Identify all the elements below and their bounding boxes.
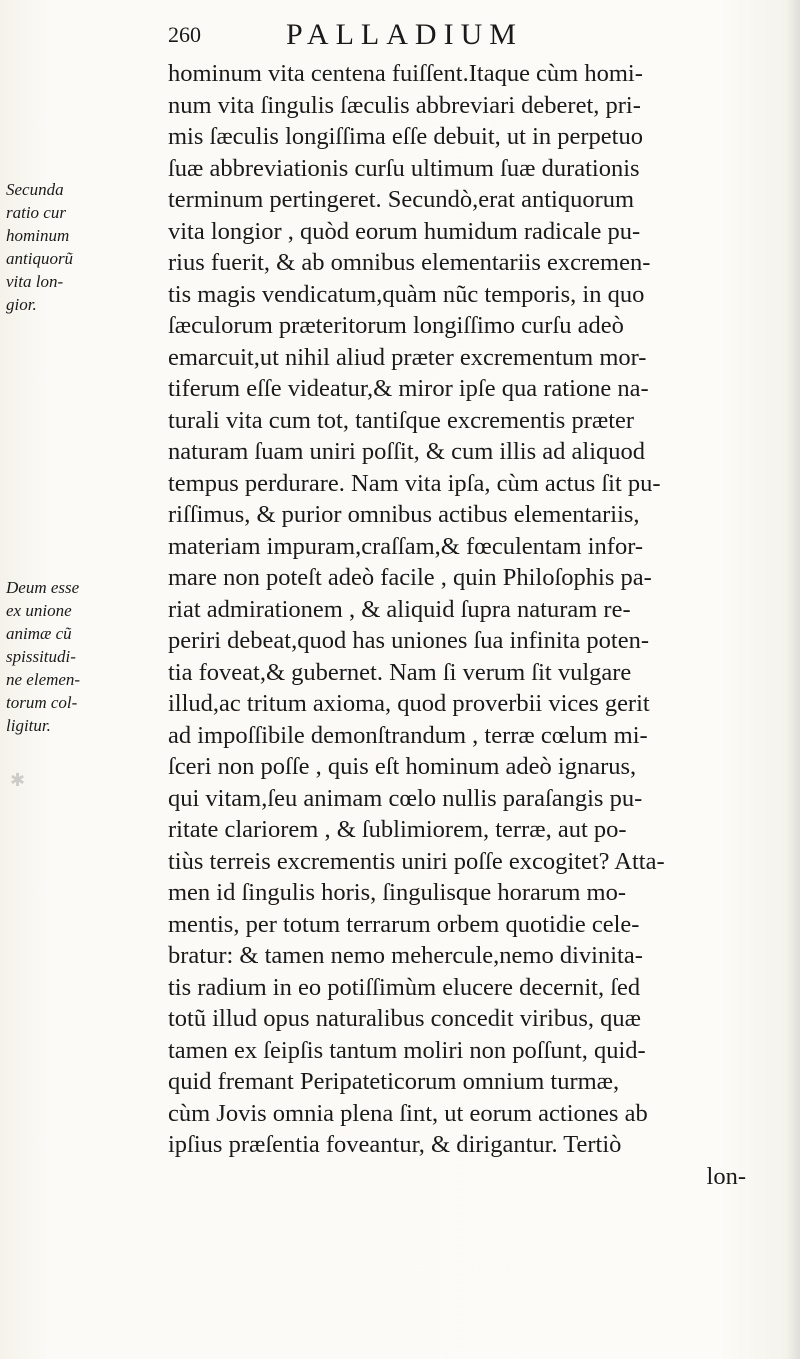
margin-note-line: ratio cur — [6, 203, 66, 222]
running-title: PALLADIUM — [286, 18, 523, 51]
margin-note-line: ligitur. — [6, 716, 51, 735]
text-line: hominum vita centena fuiſſent.Itaque cùm homi- — [168, 60, 643, 87]
text-line: riat admirationem , & aliquid ſupra naturam re- — [168, 595, 631, 623]
text-line: periri debeat,quod has uniones ſua infinita poten- — [168, 627, 650, 654]
text-line: men id ſingulis horis, ſingulisque horarum mo- — [168, 879, 626, 906]
text-line: ſæculorum præteritorum longiſſimo curſu adeò — [168, 312, 624, 339]
text-line: terminum pertingeret. Secundò,erat antiquorum — [168, 186, 635, 213]
text-line: num vita ſingulis ſæculis abbreviari deberet, pri- — [168, 91, 641, 119]
text-line: tempus perdurare. Nam vita ipſa, cùm actus ſit pu- — [168, 469, 661, 497]
text-line: bratur: & tamen nemo mehercule,nemo divinita- — [168, 942, 643, 969]
text-line: vita longior , quòd eorum humidum radicale pu- — [168, 217, 641, 245]
body-text — [168, 58, 788, 1192]
text-line: ipſius præſentia foveantur, & dirigantur. Tertiò — [168, 1131, 622, 1158]
text-line: ritate clariorem , & ſublimiorem, terræ, aut po- — [168, 816, 627, 843]
text-line: tamen ex ſeipſis tantum moliri non poſſunt, quid- — [168, 1036, 646, 1064]
text-line: tia foveat,& gubernet. Nam ſi verum ſit vulgare — [168, 658, 632, 686]
text-line: mis ſæculis longiſſima eſſe debuit, ut in perpetuo — [168, 123, 643, 150]
text-line: mare non poteſt adeò facile , quin Philoſophis pa- — [168, 564, 652, 591]
page-header — [168, 16, 768, 52]
page-number: 260 — [168, 22, 201, 47]
text-line: rius fuerit, & ab omnibus elementariis excremen- — [168, 249, 651, 276]
margin-note-line: hominum — [6, 226, 70, 245]
margin-note-deum-esse — [6, 576, 156, 737]
text-line: tis radium in eo potiſſimùm elucere decernit, ſed — [168, 973, 641, 1001]
margin-note-line: gior. — [6, 295, 37, 314]
text-line: ad impoſſibile demonſtrandum , terræ cœlum mi- — [168, 721, 648, 749]
margin-note-secunda-ratio — [6, 178, 156, 316]
margin-note-line: vita lon- — [6, 272, 64, 291]
text-line: illud,ac tritum axioma, quod proverbii vices gerit — [168, 690, 650, 717]
text-line: tiferum eſſe videatur,& miror ipſe qua ratione na- — [168, 375, 649, 402]
text-line: turali vita cum tot, tantiſque excrementis præter — [168, 406, 635, 434]
margin-note-line: Secunda — [6, 180, 64, 199]
page-fold-shadow — [786, 0, 800, 1359]
catchword: lon- — [706, 1162, 746, 1190]
text-line: quid fremant Peripateticorum omnium turmæ, — [168, 1068, 620, 1095]
text-line: tis magis vendicatum,quàm nũc temporis, in quo — [168, 280, 645, 308]
margin-note-line: ex unione — [6, 601, 72, 620]
ink-stain-mark: ✱ — [10, 770, 26, 791]
margin-note-line: spissitudi- — [6, 647, 76, 666]
margin-note-line: torum col- — [6, 693, 78, 712]
text-line: tiùs terreis excrementis uniri poſſe excogitet? Atta- — [168, 847, 665, 875]
text-line: mentis, per totum terrarum orbem quotidie cele- — [168, 910, 640, 938]
text-line: naturam ſuam uniri poſſit, & cum illis ad aliquod — [168, 438, 645, 465]
text-line: qui vitam,ſeu animam cœlo nullis paraſangis pu- — [168, 784, 643, 812]
text-line: cùm Jovis omnia plena ſint, ut eorum actiones ab — [168, 1099, 648, 1127]
text-line: totũ illud opus naturalibus concedit viribus, quæ — [168, 1005, 641, 1032]
text-line: riſſimus, & purior omnibus actibus elementariis, — [168, 501, 640, 528]
margin-note-line: animæ cũ — [6, 624, 72, 643]
margin-note-line: ne elemen- — [6, 670, 81, 689]
margin-note-line: Deum esse — [6, 578, 80, 597]
margin-note-line: antiquorũ — [6, 249, 74, 268]
text-line: ſuæ abbreviationis curſu ultimum ſuæ durationis — [168, 154, 640, 182]
text-line: emarcuit,ut nihil aliud præter excrementum mor- — [168, 343, 647, 371]
text-line: materiam impuram,craſſam,& fœculentam infor- — [168, 532, 644, 560]
text-line: ſceri non poſſe , quis eſt hominum adeò ignarus, — [168, 753, 637, 780]
